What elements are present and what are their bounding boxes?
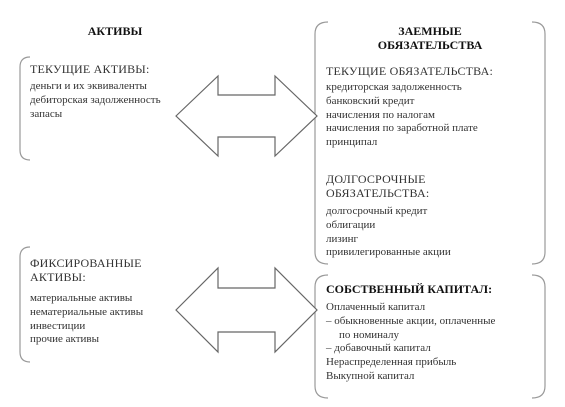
current-liabilities-title: ТЕКУЩИЕ ОБЯЗАТЕЛЬСТВА: — [326, 64, 494, 78]
long-term-liabilities-title: ДОЛГОСРОЧНЫЕ — [326, 172, 426, 186]
list-item: по номиналу — [339, 328, 400, 341]
list-item: привилегированные акции — [326, 246, 451, 259]
equity-box — [326, 282, 536, 384]
list-item: Выкупной капитал — [326, 369, 415, 382]
list-item: принципал — [326, 136, 378, 149]
list-item: кредиторская задолженность — [326, 81, 462, 93]
fixed-assets-title: ФИКСИРОВАННЫЕ — [30, 256, 142, 270]
fixed-assets-box — [30, 256, 143, 347]
list-item: инвестиции — [30, 319, 86, 332]
long-term-liabilities-box — [326, 172, 451, 260]
current-liabilities-box — [326, 64, 493, 150]
list-item: начисления по заработной плате — [326, 122, 478, 135]
fixed-assets-bracket — [20, 247, 30, 362]
list-item: материальные активы — [30, 292, 133, 304]
long-term-liabilities-title: ОБЯЗАТЕЛЬСТВА: — [326, 186, 430, 200]
double-arrow-icon — [176, 268, 317, 352]
list-item: деньги и их эквиваленты — [30, 80, 147, 92]
double-arrow-icon — [176, 76, 317, 156]
list-item: Оплаченный капитал — [326, 301, 426, 313]
list-item: прочие активы — [30, 333, 100, 346]
list-item: дебиторская задолженность — [30, 93, 161, 106]
current-assets-title: ТЕКУЩИЕ АКТИВЫ: — [30, 62, 150, 76]
liabilities-header-line: ЗАЕМНЫЕ — [398, 24, 462, 38]
equity-title: СОБСТВЕННЫЙ КАПИТАЛ: — [326, 282, 493, 296]
list-item: начисления по налогам — [326, 108, 435, 121]
list-item: – обыкновенные акции, оплаченные — [326, 314, 496, 327]
list-item: банковский кредит — [326, 94, 415, 107]
list-item: запасы — [30, 107, 63, 120]
list-item: долгосрочный кредит — [326, 205, 428, 217]
current-assets-bracket — [20, 57, 30, 160]
list-item: Нераспределенная прибыль — [326, 356, 457, 369]
liabilities-header-line: ОБЯЗАТЕЛЬСТВА — [377, 38, 483, 52]
list-item: нематериальные активы — [30, 305, 144, 318]
liabilities-header — [345, 24, 515, 52]
assets-header: АКТИВЫ — [87, 24, 143, 38]
list-item: облигации — [326, 218, 376, 231]
current-assets-box — [30, 62, 161, 121]
fixed-assets-title: АКТИВЫ: — [30, 270, 86, 284]
list-item: лизинг — [326, 232, 359, 245]
list-item: – добавочный капитал — [326, 342, 431, 355]
